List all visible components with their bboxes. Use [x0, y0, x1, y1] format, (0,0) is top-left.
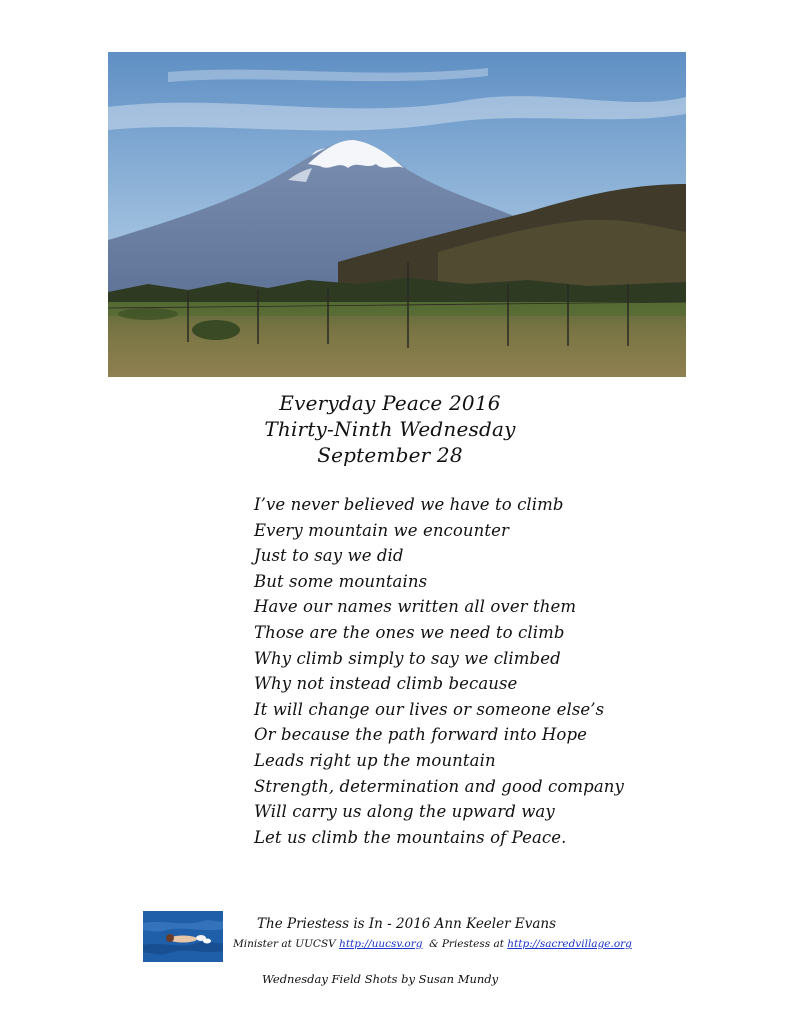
poem-line: Why not instead climb because [254, 674, 518, 694]
priestess-label: & Priestess at [422, 938, 508, 950]
poem [254, 492, 694, 850]
title-block [190, 390, 590, 468]
poem-line: Every mountain we encounter [254, 520, 509, 540]
photo-credit: Wednesday Field Shots by Susan Mundy [262, 972, 499, 986]
series-title: Everyday Peace 2016 [279, 391, 501, 415]
uucsv-link[interactable]: http://uucsv.org [339, 938, 423, 950]
minister-label: Minister at UUCSV [233, 938, 340, 950]
mount-shasta-photo [108, 52, 686, 377]
poem-line: Will carry us along the upward way [254, 802, 555, 822]
poem-line: I’ve never believed we have to climb [254, 495, 564, 514]
sacredvillage-link[interactable]: http://sacredvillage.org [507, 938, 632, 950]
poem-line: Or because the path forward into Hope [254, 725, 587, 745]
footer-affiliations [233, 938, 632, 950]
poem-line: Leads right up the mountain [254, 750, 496, 770]
poem-line: Strength, determination and good company [254, 776, 624, 796]
poem-line: It will change our lives or someone else’s [254, 699, 605, 719]
poem-line: Why climb simply to say we climbed [254, 648, 561, 668]
poem-line: Those are the ones we need to climb [254, 622, 565, 642]
poem-line: Let us climb the mountains of Peace. [254, 827, 567, 847]
poem-line: Just to say we did [254, 546, 404, 566]
footer-title: The Priestess is In - 2016 Ann Keeler Evans [257, 916, 557, 932]
swimmer-thumbnail-photo [143, 911, 223, 962]
date-title: September 28 [317, 443, 463, 467]
week-title: Thirty-Ninth Wednesday [264, 417, 516, 441]
poem-line: But some mountains [254, 571, 428, 591]
poem-line: Have our names written all over them [254, 597, 577, 617]
